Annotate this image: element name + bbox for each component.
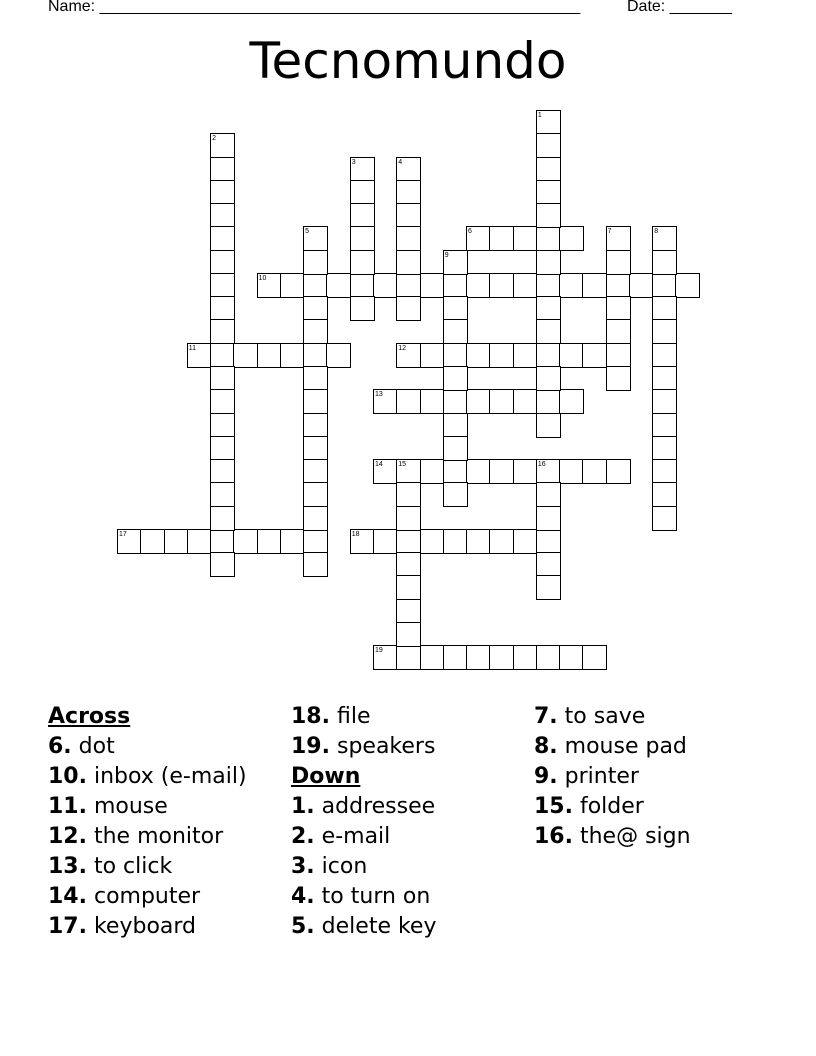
clue-item-text: inbox (e-mail) <box>86 764 247 789</box>
clue-item-number: 8. <box>534 734 558 759</box>
grid-cell[interactable] <box>559 226 584 251</box>
clue-item-text: speakers <box>329 734 436 759</box>
clue-number: 17 <box>119 530 127 538</box>
grid-cell[interactable] <box>350 203 375 228</box>
grid-cell[interactable] <box>326 273 351 298</box>
grid-cell[interactable] <box>559 343 584 368</box>
grid-cell[interactable] <box>559 273 584 298</box>
clue-item-number: 19. <box>291 734 330 759</box>
grid-cell[interactable] <box>210 529 235 554</box>
grid-cell[interactable] <box>303 319 328 344</box>
grid-cell[interactable] <box>559 389 584 414</box>
grid-cell[interactable] <box>466 226 491 251</box>
grid-cell[interactable] <box>536 296 561 321</box>
grid-cell[interactable] <box>303 296 328 321</box>
grid-cell[interactable] <box>582 343 607 368</box>
grid-cell[interactable] <box>303 366 328 391</box>
grid-cell[interactable] <box>303 389 328 414</box>
grid-cell[interactable] <box>350 180 375 205</box>
grid-cell[interactable] <box>652 296 677 321</box>
grid-cell[interactable] <box>443 366 468 391</box>
grid-cell[interactable] <box>303 273 328 298</box>
grid-cell[interactable] <box>187 343 212 368</box>
clue-item-number: 3. <box>291 854 315 879</box>
grid-cell[interactable] <box>396 203 421 228</box>
clue-heading: Across <box>48 704 131 729</box>
grid-cell[interactable] <box>606 319 631 344</box>
grid-cell[interactable] <box>396 506 421 531</box>
grid-cell[interactable] <box>326 343 351 368</box>
clue-number: 12 <box>398 344 407 352</box>
grid-cell[interactable] <box>303 552 328 577</box>
clue-item-text: computer <box>86 884 201 909</box>
grid-cell[interactable] <box>117 529 142 554</box>
clue-number: 1 <box>537 112 542 119</box>
grid-cell[interactable] <box>489 645 514 670</box>
grid-cell[interactable] <box>536 226 561 251</box>
clue-item-number: 15. <box>534 794 573 819</box>
clue-column-1 <box>48 702 247 942</box>
grid-cell[interactable] <box>210 226 235 251</box>
grid-cell[interactable] <box>466 529 491 554</box>
grid-cell[interactable] <box>210 413 235 438</box>
grid-cell[interactable] <box>536 389 561 414</box>
grid-cell[interactable] <box>489 343 514 368</box>
grid-cell[interactable] <box>210 459 235 484</box>
clue-item <box>48 852 247 882</box>
grid-cell[interactable] <box>396 157 421 182</box>
grid-cell[interactable] <box>466 645 491 670</box>
grid-cell[interactable] <box>652 343 677 368</box>
clue-item-number: 1. <box>291 794 315 819</box>
grid-cell[interactable] <box>257 529 282 554</box>
clue-item-text: to turn on <box>314 884 431 909</box>
grid-cell[interactable] <box>280 343 305 368</box>
grid-cell[interactable] <box>513 273 538 298</box>
grid-cell[interactable] <box>466 459 491 484</box>
clue-item <box>291 732 436 762</box>
grid-cell[interactable] <box>210 180 235 205</box>
clue-number: 8 <box>654 228 659 236</box>
clue-item-text: the@ sign <box>572 824 691 849</box>
clue-number: 6 <box>468 228 472 236</box>
grid-cell[interactable] <box>489 273 514 298</box>
grid-cell[interactable] <box>303 459 328 484</box>
clue-number: 18 <box>351 530 360 538</box>
clue-item-text: mouse <box>86 794 168 819</box>
clue-item <box>48 732 247 762</box>
grid-cell[interactable] <box>443 482 468 507</box>
clue-item-text: delete key <box>314 914 437 939</box>
grid-cell[interactable] <box>443 436 468 461</box>
grid-cell[interactable] <box>303 413 328 438</box>
grid-cell[interactable] <box>350 273 375 298</box>
grid-cell[interactable] <box>373 273 398 298</box>
clue-number: 14 <box>374 461 383 469</box>
grid-cell[interactable] <box>443 529 468 554</box>
grid-cell[interactable] <box>373 529 398 554</box>
clue-number: 16 <box>537 461 546 469</box>
grid-cell[interactable] <box>350 157 375 182</box>
grid-cell[interactable] <box>489 226 514 251</box>
grid-cell[interactable] <box>466 273 491 298</box>
grid-cell[interactable] <box>536 133 561 158</box>
grid-cell[interactable] <box>652 273 677 298</box>
clue-number: 3 <box>351 158 356 166</box>
grid-cell[interactable] <box>396 389 421 414</box>
grid-cell[interactable] <box>210 552 235 577</box>
grid-cell[interactable] <box>536 110 561 135</box>
grid-cell[interactable] <box>536 506 561 531</box>
grid-cell[interactable] <box>373 389 398 414</box>
grid-cell[interactable] <box>443 319 468 344</box>
clue-item-text: e-mail <box>314 824 391 849</box>
grid-cell[interactable] <box>536 203 561 228</box>
clue-item <box>48 912 247 942</box>
grid-cell[interactable] <box>652 226 677 251</box>
clue-item <box>534 762 691 792</box>
grid-cell[interactable] <box>164 529 189 554</box>
grid-cell[interactable] <box>582 459 607 484</box>
grid-cell[interactable] <box>350 296 375 321</box>
grid-cell[interactable] <box>280 273 305 298</box>
clue-item-number: 4. <box>291 884 315 909</box>
clue-item-number: 13. <box>48 854 87 879</box>
grid-cell[interactable] <box>350 226 375 251</box>
grid-cell[interactable] <box>536 180 561 205</box>
grid-cell[interactable] <box>489 389 514 414</box>
grid-cell[interactable] <box>396 250 421 275</box>
grid-cell[interactable] <box>652 459 677 484</box>
clue-item-text: file <box>329 704 371 729</box>
grid-cell[interactable] <box>652 436 677 461</box>
grid-cell[interactable] <box>420 459 445 484</box>
grid-cell[interactable] <box>140 529 165 554</box>
grid-cell[interactable] <box>582 273 607 298</box>
grid-cell[interactable] <box>443 459 468 484</box>
name-line: Name: ______________________________________________________ <box>48 0 581 15</box>
clue-number: 2 <box>212 135 216 143</box>
clue-item-number: 14. <box>48 884 87 909</box>
grid-cell[interactable] <box>536 482 561 507</box>
grid-cell[interactable] <box>210 157 235 182</box>
grid-cell[interactable] <box>652 319 677 344</box>
clue-item-text: the monitor <box>86 824 224 849</box>
grid-cell[interactable] <box>233 529 258 554</box>
clue-item-number: 16. <box>534 824 573 849</box>
grid-cell[interactable] <box>373 459 398 484</box>
clue-item-text: dot <box>71 734 115 759</box>
clue-item <box>534 702 691 732</box>
grid-cell[interactable] <box>280 529 305 554</box>
grid-cell[interactable] <box>513 389 538 414</box>
grid-cell[interactable] <box>210 506 235 531</box>
grid-cell[interactable] <box>396 226 421 251</box>
grid-cell[interactable] <box>652 506 677 531</box>
grid-cell[interactable] <box>513 226 538 251</box>
clue-item-number: 7. <box>534 704 558 729</box>
grid-cell[interactable] <box>606 459 631 484</box>
grid-cell[interactable] <box>303 482 328 507</box>
grid-cell[interactable] <box>536 529 561 554</box>
grid-cell[interactable] <box>536 575 561 600</box>
clue-number: 5 <box>305 228 310 236</box>
clue-item-text: to click <box>86 854 173 879</box>
grid-cell[interactable] <box>210 203 235 228</box>
grid-cell[interactable] <box>443 645 468 670</box>
grid-cell[interactable] <box>675 273 700 298</box>
grid-cell[interactable] <box>210 366 235 391</box>
grid-cell[interactable] <box>210 273 235 298</box>
grid-cell[interactable] <box>233 343 258 368</box>
grid-cell[interactable] <box>257 273 282 298</box>
grid-cell[interactable] <box>652 413 677 438</box>
clue-item-text: to save <box>557 704 646 729</box>
grid-cell[interactable] <box>652 389 677 414</box>
grid-cell[interactable] <box>652 482 677 507</box>
grid-cell[interactable] <box>396 180 421 205</box>
grid-cell[interactable] <box>536 552 561 577</box>
grid-cell[interactable] <box>303 226 328 251</box>
clue-item-text: icon <box>314 854 368 879</box>
grid-cell[interactable] <box>489 529 514 554</box>
clue-item <box>291 882 436 912</box>
clue-item <box>48 762 247 792</box>
grid-cell[interactable] <box>396 343 421 368</box>
grid-cell[interactable] <box>513 529 538 554</box>
grid-cell[interactable] <box>210 389 235 414</box>
grid-cell[interactable] <box>536 157 561 182</box>
clue-number: 9 <box>444 251 449 259</box>
clue-item <box>291 792 436 822</box>
page-title: Tecnomundo <box>249 32 567 90</box>
grid-cell[interactable] <box>513 459 538 484</box>
grid-cell[interactable] <box>303 436 328 461</box>
grid-cell[interactable] <box>536 273 561 298</box>
grid-cell[interactable] <box>350 250 375 275</box>
clue-item <box>48 822 247 852</box>
clue-item-text: keyboard <box>86 914 197 939</box>
date-line: Date: _______ <box>627 0 732 15</box>
clue-number: 11 <box>188 344 197 352</box>
grid-cell[interactable] <box>536 319 561 344</box>
clue-number: 13 <box>374 391 383 399</box>
clue-item-number: 18. <box>291 704 330 729</box>
clue-column-2 <box>291 702 436 942</box>
grid-cell[interactable] <box>652 366 677 391</box>
grid-cell[interactable] <box>420 343 445 368</box>
grid-cell[interactable] <box>489 459 514 484</box>
grid-cell[interactable] <box>303 506 328 531</box>
grid-cell[interactable] <box>303 529 328 554</box>
grid-cell[interactable] <box>420 645 445 670</box>
clue-item-number: 11. <box>48 794 87 819</box>
grid-cell[interactable] <box>210 250 235 275</box>
clue-number: 7 <box>607 228 612 236</box>
grid-cell[interactable] <box>210 343 235 368</box>
clue-item-text: folder <box>572 794 644 819</box>
grid-cell[interactable] <box>536 645 561 670</box>
grid-cell[interactable] <box>396 645 421 670</box>
clue-item-number: 9. <box>534 764 558 789</box>
grid-cell[interactable] <box>396 459 421 484</box>
grid-cell[interactable] <box>443 250 468 275</box>
clue-item-number: 6. <box>48 734 72 759</box>
clue-item <box>291 852 436 882</box>
grid-cell[interactable] <box>210 133 235 158</box>
grid-cell[interactable] <box>466 389 491 414</box>
grid-cell[interactable] <box>536 250 561 275</box>
grid-cell[interactable] <box>443 296 468 321</box>
grid-cell[interactable] <box>396 552 421 577</box>
grid-cell[interactable] <box>396 296 421 321</box>
grid-cell[interactable] <box>536 366 561 391</box>
clue-item <box>291 702 436 732</box>
grid-cell[interactable] <box>303 343 328 368</box>
grid-cell[interactable] <box>606 250 631 275</box>
clue-item <box>291 912 436 942</box>
grid-cell[interactable] <box>210 319 235 344</box>
grid-cell[interactable] <box>513 343 538 368</box>
grid-cell[interactable] <box>396 622 421 647</box>
grid-cell[interactable] <box>210 436 235 461</box>
grid-cell[interactable] <box>396 273 421 298</box>
grid-cell[interactable] <box>536 413 561 438</box>
clue-item-text: addressee <box>314 794 436 819</box>
grid-cell[interactable] <box>396 482 421 507</box>
grid-cell[interactable] <box>396 575 421 600</box>
clue-item-number: 2. <box>291 824 315 849</box>
clue-item-text: mouse pad <box>557 734 687 759</box>
clue-number: 4 <box>398 158 403 166</box>
clue-column-3 <box>534 702 691 852</box>
grid-cell[interactable] <box>443 343 468 368</box>
grid-cell[interactable] <box>420 389 445 414</box>
grid-cell[interactable] <box>606 343 631 368</box>
grid-cell[interactable] <box>373 645 398 670</box>
grid-cell[interactable] <box>629 273 654 298</box>
clue-item <box>534 822 691 852</box>
clue-item <box>291 822 436 852</box>
grid-cell[interactable] <box>606 226 631 251</box>
grid-cell[interactable] <box>396 529 421 554</box>
grid-cell[interactable] <box>257 343 282 368</box>
grid-cell[interactable] <box>303 250 328 275</box>
clue-item-number: 5. <box>291 914 315 939</box>
clue-item <box>48 882 247 912</box>
grid-cell[interactable] <box>443 389 468 414</box>
grid-cell[interactable] <box>606 273 631 298</box>
grid-cell[interactable] <box>350 529 375 554</box>
clue-item-number: 12. <box>48 824 87 849</box>
grid-cell[interactable] <box>466 343 491 368</box>
grid-cell[interactable] <box>443 413 468 438</box>
clue-item <box>534 792 691 822</box>
clue-item-number: 17. <box>48 914 87 939</box>
grid-cell[interactable] <box>210 482 235 507</box>
grid-cell[interactable] <box>582 645 607 670</box>
clue-item <box>48 792 247 822</box>
grid-cell[interactable] <box>536 459 561 484</box>
grid-cell[interactable] <box>513 645 538 670</box>
grid-cell[interactable] <box>536 343 561 368</box>
clue-number: 15 <box>398 461 407 469</box>
grid-cell[interactable] <box>187 529 212 554</box>
clue-item <box>534 732 691 762</box>
grid-cell[interactable] <box>606 366 631 391</box>
grid-cell[interactable] <box>443 273 468 298</box>
grid-cell[interactable] <box>559 645 584 670</box>
grid-cell[interactable] <box>606 296 631 321</box>
clue-number: 19 <box>374 647 383 655</box>
grid-cell[interactable] <box>420 529 445 554</box>
grid-cell[interactable] <box>396 599 421 624</box>
clue-item-text: printer <box>557 764 639 789</box>
grid-cell[interactable] <box>420 273 445 298</box>
clue-heading: Down <box>291 764 361 789</box>
grid-cell[interactable] <box>210 296 235 321</box>
clue-number: 10 <box>258 274 267 282</box>
clue-item-number: 10. <box>48 764 87 789</box>
grid-cell[interactable] <box>559 459 584 484</box>
grid-cell[interactable] <box>652 250 677 275</box>
